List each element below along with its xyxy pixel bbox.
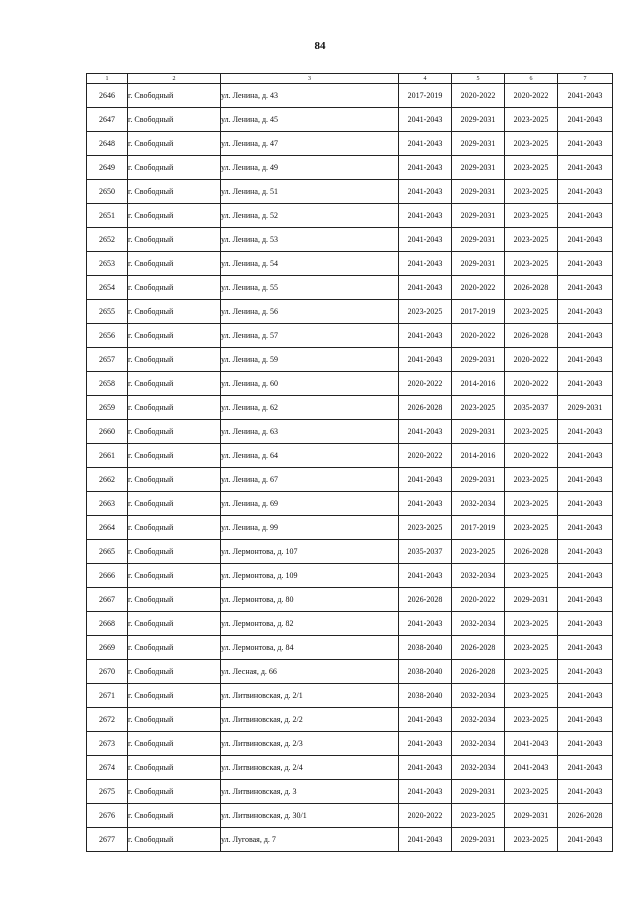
period-cell-col7: 2041-2043 [558,492,613,516]
column-number-2: 2 [128,74,221,84]
row-number-cell: 2670 [87,660,128,684]
period-cell-col7: 2041-2043 [558,708,613,732]
address-cell: ул. Ленина, д. 64 [221,444,399,468]
row-number-cell: 2653 [87,252,128,276]
row-number-cell: 2657 [87,348,128,372]
period-cell-col5: 2017-2019 [452,300,505,324]
row-number-cell: 2677 [87,828,128,852]
period-cell-col4: 2035-2037 [399,540,452,564]
period-cell-col6: 2023-2025 [505,564,558,588]
address-cell: ул. Ленина, д. 67 [221,468,399,492]
period-cell-col6: 2020-2022 [505,372,558,396]
table-row [87,180,613,204]
period-cell-col7: 2041-2043 [558,444,613,468]
city-cell: г. Свободный [128,420,221,444]
period-cell-col6: 2041-2043 [505,756,558,780]
row-number-cell: 2648 [87,132,128,156]
period-cell-col7: 2041-2043 [558,156,613,180]
city-cell: г. Свободный [128,756,221,780]
table-row [87,468,613,492]
address-cell: ул. Ленина, д. 57 [221,324,399,348]
address-cell: ул. Литвиновская, д. 2/4 [221,756,399,780]
address-cell: ул. Ленина, д. 55 [221,276,399,300]
period-cell-col7: 2041-2043 [558,276,613,300]
table-row [87,540,613,564]
row-number-cell: 2655 [87,300,128,324]
period-cell-col5: 2032-2034 [452,684,505,708]
period-cell-col4: 2026-2028 [399,588,452,612]
period-cell-col7: 2041-2043 [558,780,613,804]
row-number-cell: 2663 [87,492,128,516]
row-number-cell: 2652 [87,228,128,252]
city-cell: г. Свободный [128,180,221,204]
address-cell: ул. Ленина, д. 60 [221,372,399,396]
table-row [87,396,613,420]
table-row [87,612,613,636]
period-cell-col7: 2041-2043 [558,252,613,276]
period-cell-col6: 2023-2025 [505,300,558,324]
city-cell: г. Свободный [128,324,221,348]
period-cell-col6: 2023-2025 [505,660,558,684]
period-cell-col6: 2020-2022 [505,84,558,108]
period-cell-col6: 2026-2028 [505,540,558,564]
period-cell-col5: 2032-2034 [452,756,505,780]
city-cell: г. Свободный [128,276,221,300]
city-cell: г. Свободный [128,372,221,396]
period-cell-col4: 2041-2043 [399,276,452,300]
period-cell-col6: 2020-2022 [505,444,558,468]
address-cell: ул. Ленина, д. 56 [221,300,399,324]
city-cell: г. Свободный [128,636,221,660]
city-cell: г. Свободный [128,540,221,564]
period-cell-col4: 2038-2040 [399,684,452,708]
period-cell-col5: 2020-2022 [452,588,505,612]
period-cell-col7: 2041-2043 [558,564,613,588]
period-cell-col7: 2041-2043 [558,228,613,252]
period-cell-col5: 2029-2031 [452,252,505,276]
period-cell-col6: 2023-2025 [505,156,558,180]
period-cell-col5: 2032-2034 [452,732,505,756]
address-cell: ул. Ленина, д. 62 [221,396,399,420]
period-cell-col5: 2020-2022 [452,276,505,300]
city-cell: г. Свободный [128,492,221,516]
address-cell: ул. Ленина, д. 53 [221,228,399,252]
period-cell-col4: 2041-2043 [399,348,452,372]
city-cell: г. Свободный [128,804,221,828]
table-row [87,636,613,660]
row-number-cell: 2646 [87,84,128,108]
period-cell-col7: 2026-2028 [558,804,613,828]
row-number-cell: 2666 [87,564,128,588]
table-row [87,108,613,132]
row-number-cell: 2673 [87,732,128,756]
period-cell-col5: 2020-2022 [452,84,505,108]
table-row [87,732,613,756]
period-cell-col6: 2023-2025 [505,612,558,636]
period-cell-col6: 2041-2043 [505,732,558,756]
table-row [87,588,613,612]
period-cell-col7: 2041-2043 [558,108,613,132]
period-cell-col4: 2041-2043 [399,420,452,444]
period-cell-col6: 2026-2028 [505,324,558,348]
city-cell: г. Свободный [128,516,221,540]
period-cell-col5: 2032-2034 [452,564,505,588]
city-cell: г. Свободный [128,828,221,852]
column-number-7: 7 [558,74,613,84]
period-cell-col6: 2029-2031 [505,588,558,612]
table-row [87,324,613,348]
page-number: 84 [314,40,326,52]
row-number-cell: 2664 [87,516,128,540]
row-number-cell: 2660 [87,420,128,444]
city-cell: г. Свободный [128,252,221,276]
period-cell-col4: 2038-2040 [399,660,452,684]
address-cell: ул. Ленина, д. 99 [221,516,399,540]
city-cell: г. Свободный [128,708,221,732]
city-cell: г. Свободный [128,300,221,324]
row-number-cell: 2676 [87,804,128,828]
period-cell-col5: 2029-2031 [452,420,505,444]
address-cell: ул. Ленина, д. 43 [221,84,399,108]
city-cell: г. Свободный [128,108,221,132]
period-cell-col4: 2041-2043 [399,132,452,156]
column-number-3: 3 [221,74,399,84]
table-row [87,780,613,804]
period-cell-col4: 2041-2043 [399,828,452,852]
period-cell-col4: 2041-2043 [399,756,452,780]
address-cell: ул. Литвиновская, д. 3 [221,780,399,804]
period-cell-col4: 2041-2043 [399,468,452,492]
period-cell-col4: 2023-2025 [399,516,452,540]
period-cell-col4: 2020-2022 [399,804,452,828]
period-cell-col6: 2029-2031 [505,804,558,828]
address-cell: ул. Литвиновская, д. 2/2 [221,708,399,732]
table-row [87,84,613,108]
period-cell-col4: 2041-2043 [399,156,452,180]
row-number-cell: 2659 [87,396,128,420]
period-cell-col5: 2029-2031 [452,132,505,156]
period-cell-col7: 2041-2043 [558,828,613,852]
row-number-cell: 2650 [87,180,128,204]
period-cell-col4: 2020-2022 [399,372,452,396]
city-cell: г. Свободный [128,732,221,756]
period-cell-col7: 2041-2043 [558,348,613,372]
period-cell-col5: 2032-2034 [452,708,505,732]
table-row [87,516,613,540]
period-cell-col7: 2041-2043 [558,372,613,396]
period-cell-col5: 2029-2031 [452,108,505,132]
period-cell-col4: 2020-2022 [399,444,452,468]
table-body [87,84,613,852]
city-cell: г. Свободный [128,780,221,804]
period-cell-col7: 2041-2043 [558,300,613,324]
period-cell-col4: 2041-2043 [399,708,452,732]
table-row [87,372,613,396]
address-cell: ул. Ленина, д. 63 [221,420,399,444]
period-cell-col6: 2023-2025 [505,828,558,852]
period-cell-col4: 2041-2043 [399,252,452,276]
address-cell: ул. Лермонтова, д. 109 [221,564,399,588]
period-cell-col6: 2023-2025 [505,204,558,228]
row-number-cell: 2672 [87,708,128,732]
period-cell-col7: 2041-2043 [558,540,613,564]
address-cell: ул. Луговая, д. 7 [221,828,399,852]
period-cell-col4: 2041-2043 [399,564,452,588]
city-cell: г. Свободный [128,132,221,156]
period-cell-col6: 2023-2025 [505,516,558,540]
column-number-6: 6 [505,74,558,84]
city-cell: г. Свободный [128,156,221,180]
table-row [87,564,613,588]
address-cell: ул. Ленина, д. 54 [221,252,399,276]
period-cell-col6: 2023-2025 [505,132,558,156]
table-row [87,204,613,228]
period-cell-col4: 2041-2043 [399,732,452,756]
period-cell-col4: 2041-2043 [399,228,452,252]
period-cell-col7: 2041-2043 [558,660,613,684]
row-number-cell: 2669 [87,636,128,660]
row-number-cell: 2675 [87,780,128,804]
address-cell: ул. Ленина, д. 45 [221,108,399,132]
period-cell-col4: 2041-2043 [399,612,452,636]
row-number-cell: 2662 [87,468,128,492]
city-cell: г. Свободный [128,468,221,492]
period-cell-col6: 2023-2025 [505,636,558,660]
row-number-cell: 2661 [87,444,128,468]
row-number-cell: 2649 [87,156,128,180]
period-cell-col5: 2032-2034 [452,612,505,636]
address-cell: ул. Ленина, д. 69 [221,492,399,516]
period-cell-col6: 2020-2022 [505,348,558,372]
period-cell-col6: 2023-2025 [505,420,558,444]
row-number-cell: 2654 [87,276,128,300]
period-cell-col4: 2041-2043 [399,180,452,204]
period-cell-col5: 2014-2016 [452,372,505,396]
city-cell: г. Свободный [128,684,221,708]
period-cell-col6: 2023-2025 [505,492,558,516]
row-number-cell: 2651 [87,204,128,228]
period-cell-col7: 2041-2043 [558,84,613,108]
period-cell-col4: 2017-2019 [399,84,452,108]
period-cell-col5: 2026-2028 [452,636,505,660]
city-cell: г. Свободный [128,348,221,372]
column-number-row [87,74,613,84]
city-cell: г. Свободный [128,444,221,468]
period-cell-col5: 2029-2031 [452,180,505,204]
table-row [87,228,613,252]
table-row [87,804,613,828]
period-cell-col5: 2029-2031 [452,156,505,180]
period-cell-col5: 2029-2031 [452,204,505,228]
period-cell-col7: 2041-2043 [558,420,613,444]
period-cell-col5: 2023-2025 [452,804,505,828]
table-row [87,828,613,852]
address-cell: ул. Ленина, д. 47 [221,132,399,156]
table-row [87,492,613,516]
city-cell: г. Свободный [128,204,221,228]
address-cell: ул. Литвиновская, д. 2/1 [221,684,399,708]
period-cell-col4: 2041-2043 [399,492,452,516]
address-cell: ул. Лермонтова, д. 107 [221,540,399,564]
row-number-cell: 2668 [87,612,128,636]
table-row [87,300,613,324]
row-number-cell: 2671 [87,684,128,708]
address-cell: ул. Ленина, д. 59 [221,348,399,372]
period-cell-col7: 2041-2043 [558,588,613,612]
period-cell-col7: 2041-2043 [558,636,613,660]
table-row [87,684,613,708]
period-cell-col5: 2029-2031 [452,828,505,852]
period-cell-col4: 2041-2043 [399,324,452,348]
address-cell: ул. Ленина, д. 51 [221,180,399,204]
period-cell-col6: 2023-2025 [505,228,558,252]
period-cell-col6: 2023-2025 [505,180,558,204]
row-number-cell: 2658 [87,372,128,396]
city-cell: г. Свободный [128,228,221,252]
address-cell: ул. Ленина, д. 52 [221,204,399,228]
column-number-5: 5 [452,74,505,84]
period-cell-col6: 2023-2025 [505,684,558,708]
table-row [87,156,613,180]
address-cell: ул. Литвиновская, д. 30/1 [221,804,399,828]
table-row [87,708,613,732]
city-cell: г. Свободный [128,612,221,636]
period-cell-col7: 2029-2031 [558,396,613,420]
period-cell-col6: 2023-2025 [505,108,558,132]
period-cell-col5: 2020-2022 [452,324,505,348]
period-cell-col5: 2023-2025 [452,540,505,564]
period-cell-col4: 2023-2025 [399,300,452,324]
period-cell-col4: 2038-2040 [399,636,452,660]
period-cell-col5: 2023-2025 [452,396,505,420]
table-row [87,756,613,780]
period-cell-col6: 2023-2025 [505,780,558,804]
city-cell: г. Свободный [128,396,221,420]
city-cell: г. Свободный [128,564,221,588]
city-cell: г. Свободный [128,660,221,684]
address-cell: ул. Ленина, д. 49 [221,156,399,180]
row-number-cell: 2667 [87,588,128,612]
row-number-cell: 2647 [87,108,128,132]
city-cell: г. Свободный [128,588,221,612]
row-number-cell: 2674 [87,756,128,780]
period-cell-col4: 2041-2043 [399,204,452,228]
table-row [87,252,613,276]
period-cell-col7: 2041-2043 [558,180,613,204]
table-row [87,420,613,444]
address-cell: ул. Лермонтова, д. 80 [221,588,399,612]
period-cell-col7: 2041-2043 [558,324,613,348]
table-row [87,660,613,684]
column-number-4: 4 [399,74,452,84]
period-cell-col7: 2041-2043 [558,684,613,708]
housing-registry-table [86,73,613,852]
period-cell-col4: 2041-2043 [399,780,452,804]
table-row [87,348,613,372]
period-cell-col5: 2014-2016 [452,444,505,468]
period-cell-col6: 2035-2037 [505,396,558,420]
table-row [87,276,613,300]
period-cell-col6: 2023-2025 [505,708,558,732]
period-cell-col5: 2029-2031 [452,780,505,804]
period-cell-col7: 2041-2043 [558,612,613,636]
period-cell-col6: 2026-2028 [505,276,558,300]
address-cell: ул. Литвиновская, д. 2/3 [221,732,399,756]
period-cell-col7: 2041-2043 [558,468,613,492]
period-cell-col6: 2023-2025 [505,468,558,492]
row-number-cell: 2656 [87,324,128,348]
table-row [87,444,613,468]
period-cell-col5: 2026-2028 [452,660,505,684]
period-cell-col4: 2026-2028 [399,396,452,420]
table-row [87,132,613,156]
address-cell: ул. Лермонтова, д. 84 [221,636,399,660]
period-cell-col7: 2041-2043 [558,756,613,780]
period-cell-col7: 2041-2043 [558,732,613,756]
row-number-cell: 2665 [87,540,128,564]
period-cell-col5: 2029-2031 [452,348,505,372]
period-cell-col5: 2029-2031 [452,228,505,252]
period-cell-col5: 2032-2034 [452,492,505,516]
period-cell-col7: 2041-2043 [558,132,613,156]
period-cell-col5: 2029-2031 [452,468,505,492]
period-cell-col7: 2041-2043 [558,516,613,540]
city-cell: г. Свободный [128,84,221,108]
period-cell-col6: 2023-2025 [505,252,558,276]
column-number-1: 1 [87,74,128,84]
address-cell: ул. Лермонтова, д. 82 [221,612,399,636]
period-cell-col7: 2041-2043 [558,204,613,228]
address-cell: ул. Лесная, д. 66 [221,660,399,684]
period-cell-col4: 2041-2043 [399,108,452,132]
period-cell-col5: 2017-2019 [452,516,505,540]
